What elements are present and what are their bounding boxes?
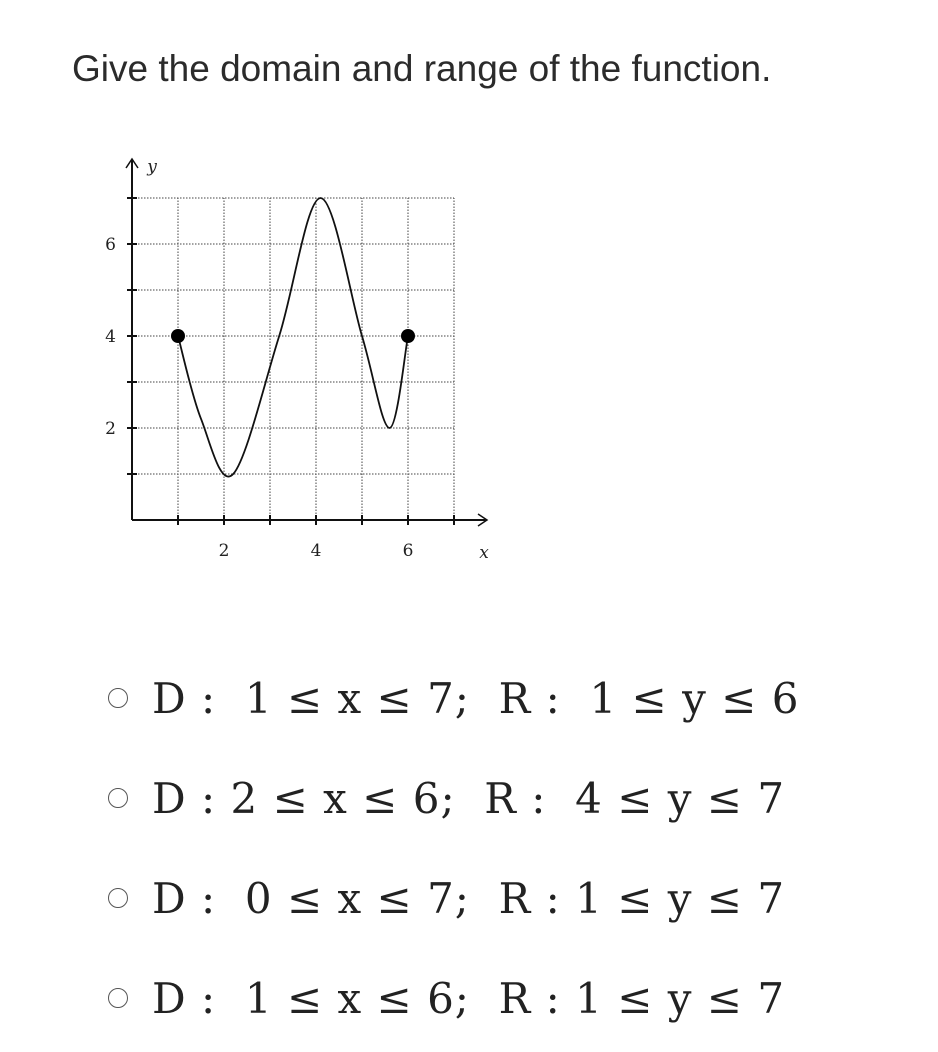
answer-option-2-label: D : 2 ≤ x ≤ 6; R : 4 ≤ y ≤ 7 — [152, 773, 786, 823]
y-tick-label: 6 — [105, 235, 116, 255]
x-tick-label: 6 — [402, 541, 414, 561]
endpoint-dot — [171, 329, 185, 343]
answer-option-1[interactable] — [108, 648, 799, 748]
function-graph — [90, 150, 510, 570]
answer-option-3[interactable] — [108, 848, 799, 948]
answer-option-4[interactable] — [108, 948, 799, 1048]
y-tick-label: 2 — [105, 419, 116, 439]
answer-options — [108, 648, 799, 1048]
function-curve — [178, 198, 408, 477]
radio-button-3[interactable] — [108, 888, 128, 908]
y-tick-label: 4 — [105, 327, 116, 347]
answer-option-3-label: D : 0 ≤ x ≤ 7; R : 1 ≤ y ≤ 7 — [152, 873, 786, 923]
x-axis-label: x — [479, 543, 489, 563]
graph-svg — [90, 150, 510, 570]
radio-button-2[interactable] — [108, 788, 128, 808]
endpoint-dot — [401, 329, 415, 343]
question-text: Give the domain and range of the function. — [72, 48, 772, 89]
radio-button-1[interactable] — [108, 688, 128, 708]
x-tick-label: 4 — [310, 541, 322, 561]
answer-option-2[interactable] — [108, 748, 799, 848]
answer-option-1-label: D : 1 ≤ x ≤ 7; R : 1 ≤ y ≤ 6 — [152, 673, 800, 723]
y-axis-label: y — [147, 157, 157, 177]
answer-option-4-label: D : 1 ≤ x ≤ 6; R : 1 ≤ y ≤ 7 — [152, 973, 786, 1023]
x-tick-label: 2 — [218, 541, 230, 561]
radio-button-4[interactable] — [108, 988, 128, 1008]
